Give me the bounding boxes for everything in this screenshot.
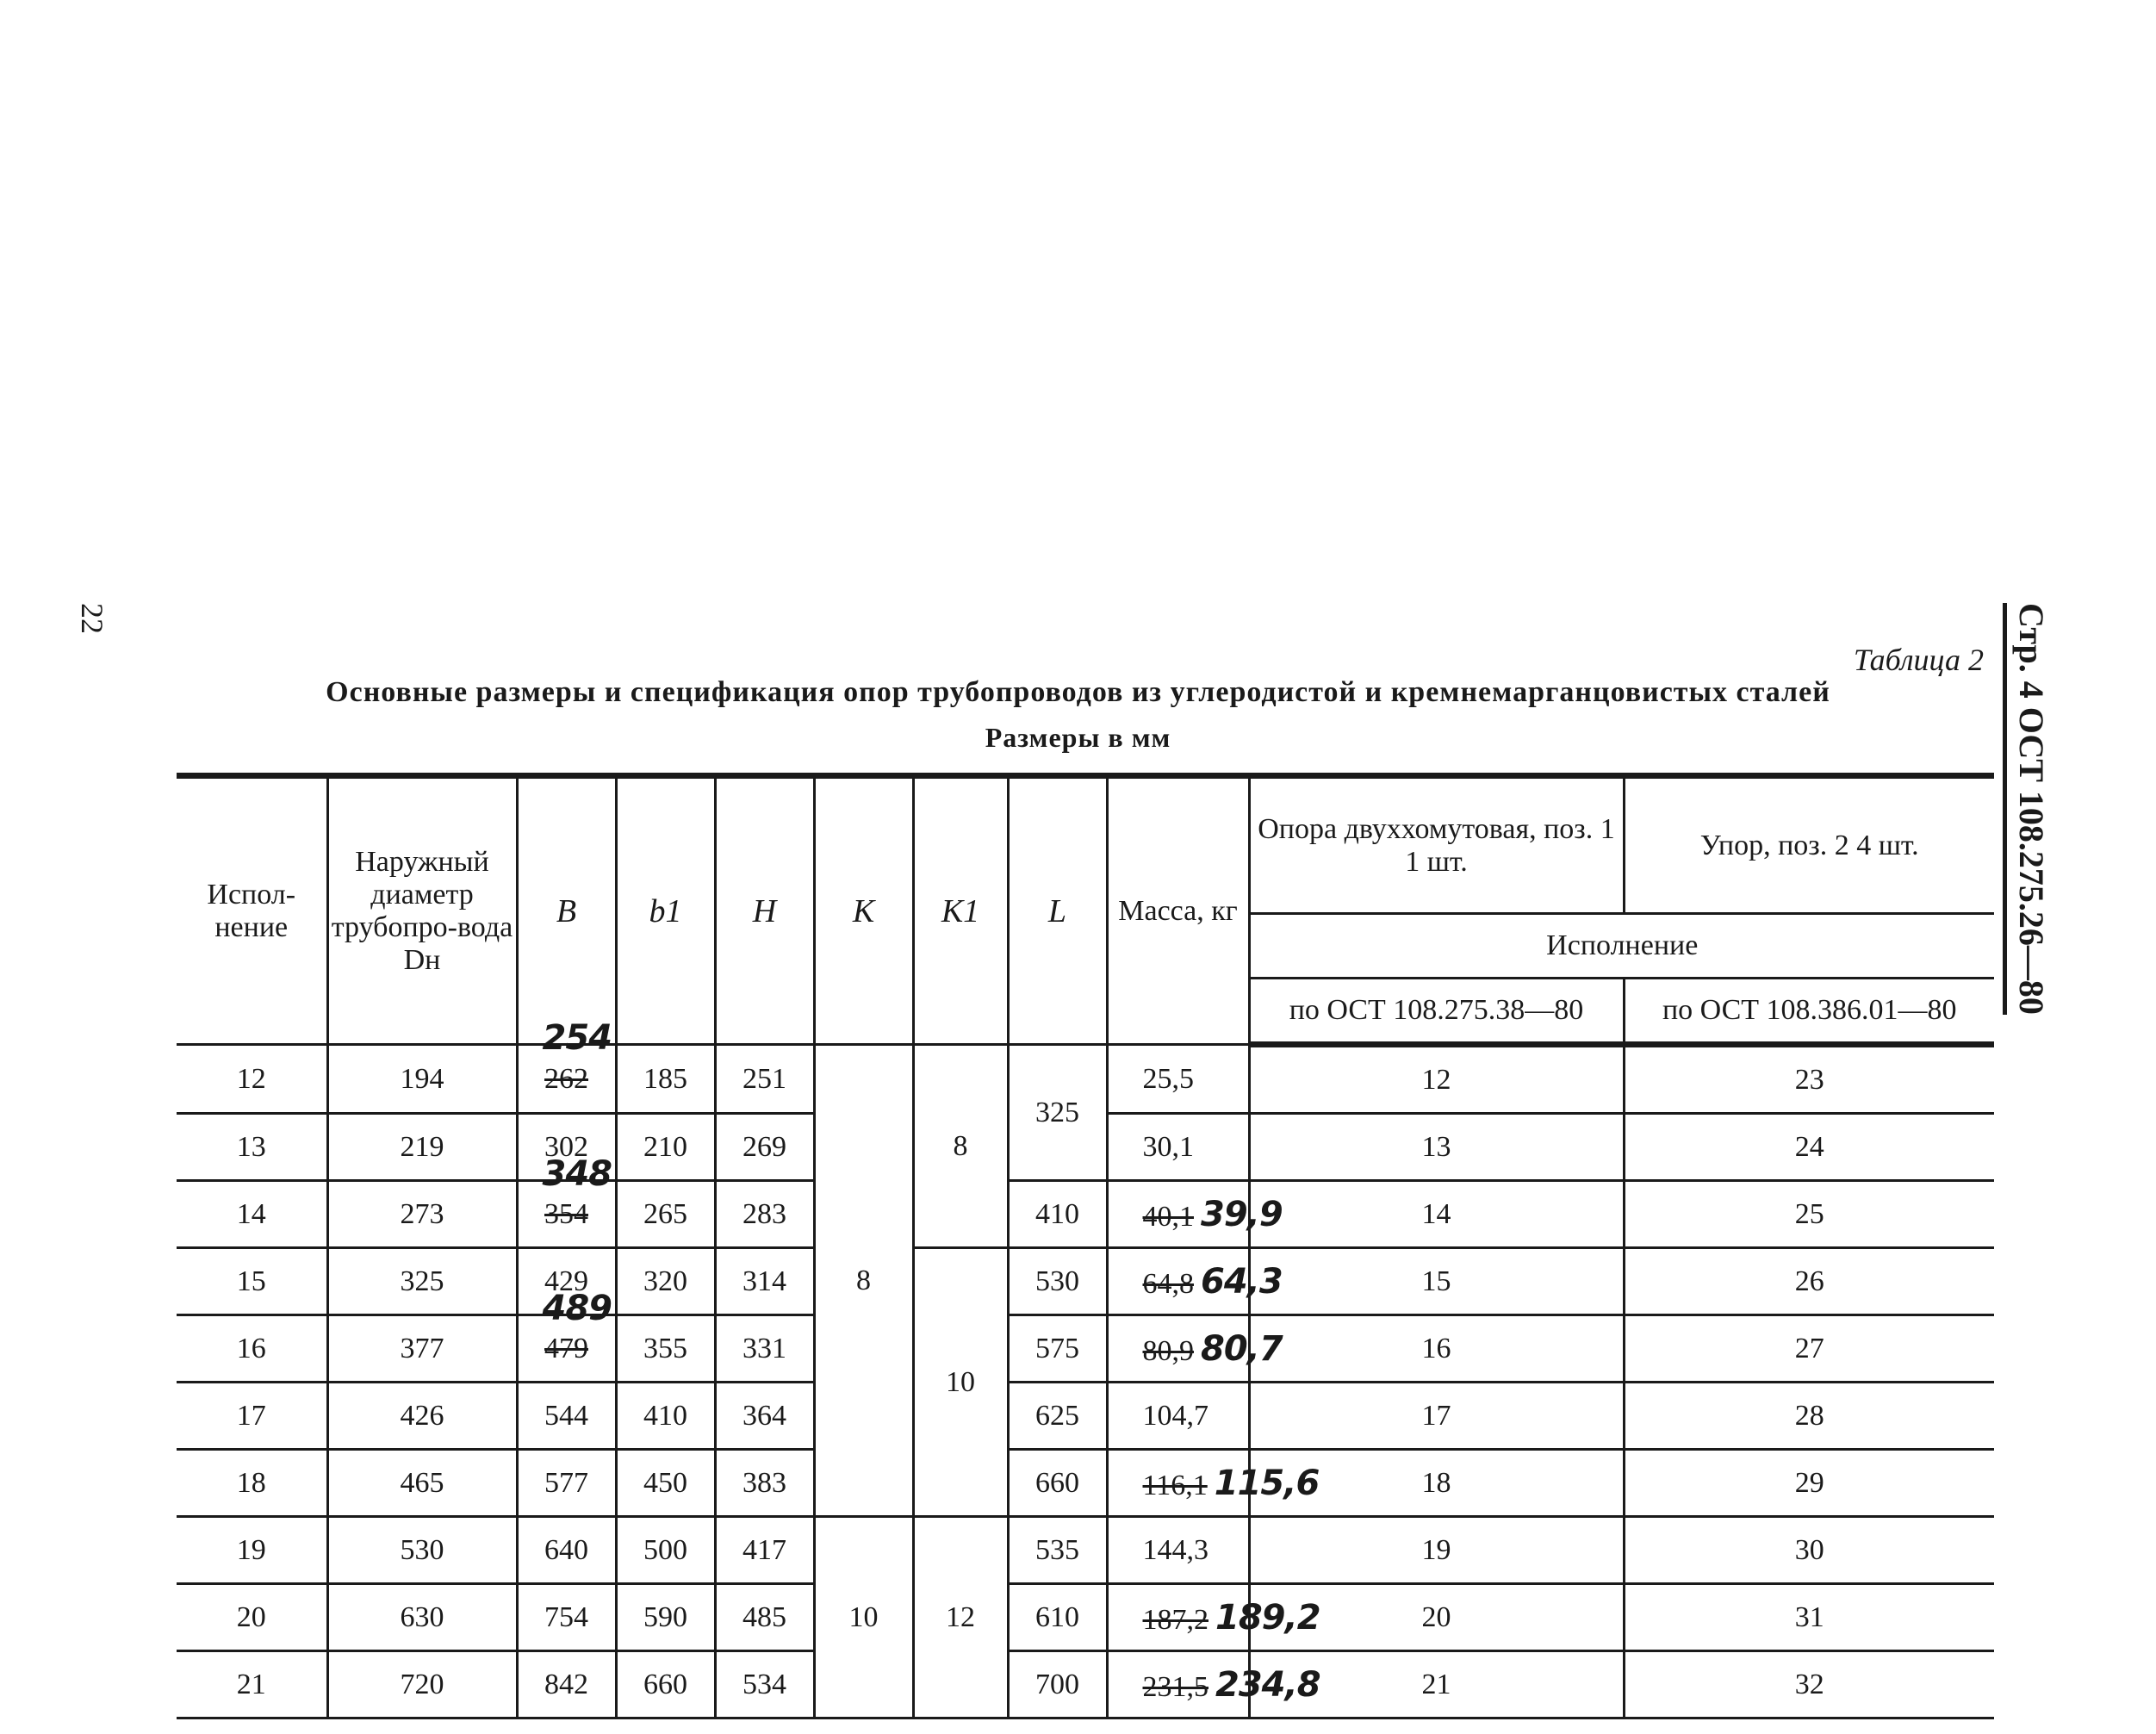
mass-correction: 234,8 [1215,1664,1320,1705]
cell-stop: 31 [1624,1584,1994,1651]
table-row [177,1045,1994,1114]
mass-value: 116,1 [1142,1469,1208,1501]
table-row [177,1450,1994,1517]
cell-execution: 20 [177,1584,327,1651]
mass-value: 25,5 [1142,1062,1194,1095]
cell-support: 13 [1249,1114,1624,1181]
cell-b1: 500 [616,1517,715,1584]
cell-B [517,1289,616,1383]
cell-b1: 590 [616,1584,715,1651]
cell-support: 14 [1249,1181,1624,1248]
cell-H: 251 [715,1045,814,1114]
cell-K1: 10 [913,1248,1008,1517]
cell-H: 283 [715,1181,814,1248]
header-K: K [814,776,913,1045]
cell-support: 17 [1249,1383,1624,1450]
table-row [177,1517,1994,1584]
cell-L: 575 [1008,1315,1107,1383]
mass-value: 187,2 [1142,1603,1208,1636]
table-row [177,1584,1994,1651]
header-b1: b1 [616,776,715,1045]
cell-H: 417 [715,1517,814,1584]
header-outer-diameter-text: Наружный диаметр трубопро-вода Dн [331,845,513,976]
mass-correction: 39,9 [1201,1194,1283,1234]
cell-H: 331 [715,1315,814,1383]
cell-stop: 27 [1624,1315,1994,1383]
cell-L: 660 [1008,1450,1107,1517]
cell-execution: 19 [177,1517,327,1584]
mass-value: 231,5 [1142,1670,1208,1703]
table-row [177,1383,1994,1450]
cell-L: 700 [1008,1651,1107,1718]
cell-H: 383 [715,1450,814,1517]
cell-execution: 16 [177,1315,327,1383]
cell-mass [1107,1450,1320,1517]
mass-correction: 115,6 [1214,1463,1320,1503]
header-stop: Упор, поз. 2 4 шт. [1624,776,1994,914]
table-row [177,1651,1994,1718]
cell-execution: 14 [177,1181,327,1248]
cell-execution: 17 [177,1383,327,1450]
side-header-text: Стр. 4 ОСТ 108.275.26—80 [2012,603,2051,1015]
page-number: 22 [75,603,109,634]
header-outer-diameter [327,776,517,1045]
cell-support: 12 [1249,1045,1624,1114]
mass-correction: 80,7 [1201,1328,1283,1369]
header-support-std: по ОСТ 108.275.38—80 [1249,979,1624,1045]
cell-H: 534 [715,1651,814,1718]
cell-K1: 8 [913,1045,1008,1248]
header-K1: K1 [913,776,1008,1045]
cell-outer-diameter: 219 [327,1114,517,1181]
b-correction: 348 [542,1154,612,1194]
table-row [177,1248,1994,1315]
cell-stop: 29 [1624,1450,1994,1517]
cell-L: 610 [1008,1584,1107,1651]
b-value: 429 [544,1265,588,1297]
cell-B [517,1651,616,1718]
table-label: Таблица 2 [1853,643,1984,677]
cell-support: 18 [1249,1450,1624,1517]
header-support: Опора двуххомутовая, поз. 1 1 шт. [1249,776,1624,914]
b-value: 754 [544,1600,588,1633]
cell-stop: 26 [1624,1248,1994,1315]
cell-stop: 24 [1624,1114,1994,1181]
table-row [177,1315,1994,1383]
cell-B [517,1154,616,1248]
cell-stop: 28 [1624,1383,1994,1450]
mass-correction: 64,3 [1201,1261,1283,1302]
header-mass: Масса, кг [1107,776,1249,1045]
cell-outer-diameter: 720 [327,1651,517,1718]
cell-b1: 320 [616,1248,715,1315]
cell-b1: 265 [616,1181,715,1248]
header-stop-std: по ОСТ 108.386.01—80 [1624,979,1994,1045]
mass-value: 40,1 [1142,1200,1194,1233]
spec-table [177,773,1994,1719]
cell-b1: 660 [616,1651,715,1718]
cell-K: 8 [814,1045,913,1517]
side-header [2011,603,2052,1015]
cell-mass [1107,1517,1249,1584]
cell-K: 10 [814,1517,913,1718]
cell-L: 530 [1008,1248,1107,1315]
cell-stop: 23 [1624,1045,1994,1114]
mass-value: 30,1 [1142,1130,1194,1163]
cell-mass [1107,1651,1320,1718]
b-correction: 254 [542,1018,612,1058]
cell-b1: 210 [616,1114,715,1181]
cell-outer-diameter: 530 [327,1517,517,1584]
cell-stop: 30 [1624,1517,1994,1584]
cell-L: 535 [1008,1517,1107,1584]
cell-execution: 12 [177,1045,327,1114]
cell-execution: 13 [177,1114,327,1181]
mass-correction: 189,2 [1215,1597,1320,1638]
cell-mass [1107,1315,1283,1383]
header-execution: Испол-нение [177,776,327,1045]
cell-outer-diameter: 630 [327,1584,517,1651]
cell-H: 364 [715,1383,814,1450]
b-value: 842 [544,1668,588,1700]
cell-outer-diameter: 426 [327,1383,517,1450]
side-header-rule [2003,603,2007,1015]
cell-H: 314 [715,1248,814,1315]
b-value: 577 [544,1466,588,1499]
cell-b1: 450 [616,1450,715,1517]
cell-outer-diameter: 377 [327,1315,517,1383]
header-B: B [517,776,616,1045]
mass-value: 144,3 [1142,1533,1208,1566]
cell-L: 325 [1008,1045,1107,1181]
cell-mass [1107,1383,1249,1450]
cell-H: 485 [715,1584,814,1651]
mass-value: 80,9 [1142,1334,1194,1367]
table-units: Размеры в мм [985,722,1171,753]
cell-mass [1107,1584,1320,1651]
cell-H: 269 [715,1114,814,1181]
b-value: 640 [544,1533,588,1566]
header-L: L [1008,776,1107,1045]
b-value: 262 [544,1062,588,1095]
table-body [177,1018,1994,1718]
cell-outer-diameter: 465 [327,1450,517,1517]
cell-b1: 410 [616,1383,715,1450]
mass-value: 104,7 [1142,1399,1208,1432]
cell-stop: 25 [1624,1181,1994,1248]
cell-stop: 32 [1624,1651,1994,1718]
header-execution-group: Исполнение [1249,914,1994,979]
cell-outer-diameter: 194 [327,1045,517,1114]
cell-execution: 21 [177,1651,327,1718]
cell-support: 15 [1249,1248,1624,1315]
cell-support: 16 [1249,1315,1624,1383]
cell-outer-diameter: 273 [327,1181,517,1248]
b-value: 479 [544,1332,588,1364]
cell-L: 625 [1008,1383,1107,1450]
cell-B [517,1383,616,1450]
cell-mass [1107,1248,1283,1315]
cell-K1: 12 [913,1517,1008,1718]
table-row [177,1181,1994,1248]
cell-support: 20 [1249,1584,1624,1651]
cell-support: 21 [1249,1651,1624,1718]
cell-B [517,1517,616,1584]
cell-mass [1107,1045,1249,1114]
b-value: 544 [544,1399,588,1432]
cell-L: 410 [1008,1181,1107,1248]
cell-b1: 355 [616,1315,715,1383]
b-correction: 489 [542,1289,612,1328]
b-value: 302 [544,1130,588,1163]
table-title: Основные размеры и спецификация опор трубопроводов из углеродистой и кремнемарганцовистых сталей [326,676,1830,708]
cell-B [517,1450,616,1517]
cell-mass [1107,1181,1283,1248]
cell-outer-diameter: 325 [327,1248,517,1315]
cell-B [517,1584,616,1651]
cell-support: 19 [1249,1517,1624,1584]
cell-execution: 18 [177,1450,327,1517]
cell-mass [1107,1114,1249,1181]
mass-value: 64,8 [1142,1267,1194,1300]
cell-B [517,1018,616,1114]
b-value: 354 [544,1197,588,1230]
cell-execution: 15 [177,1248,327,1315]
header-H: H [715,776,814,1045]
cell-b1: 185 [616,1045,715,1114]
